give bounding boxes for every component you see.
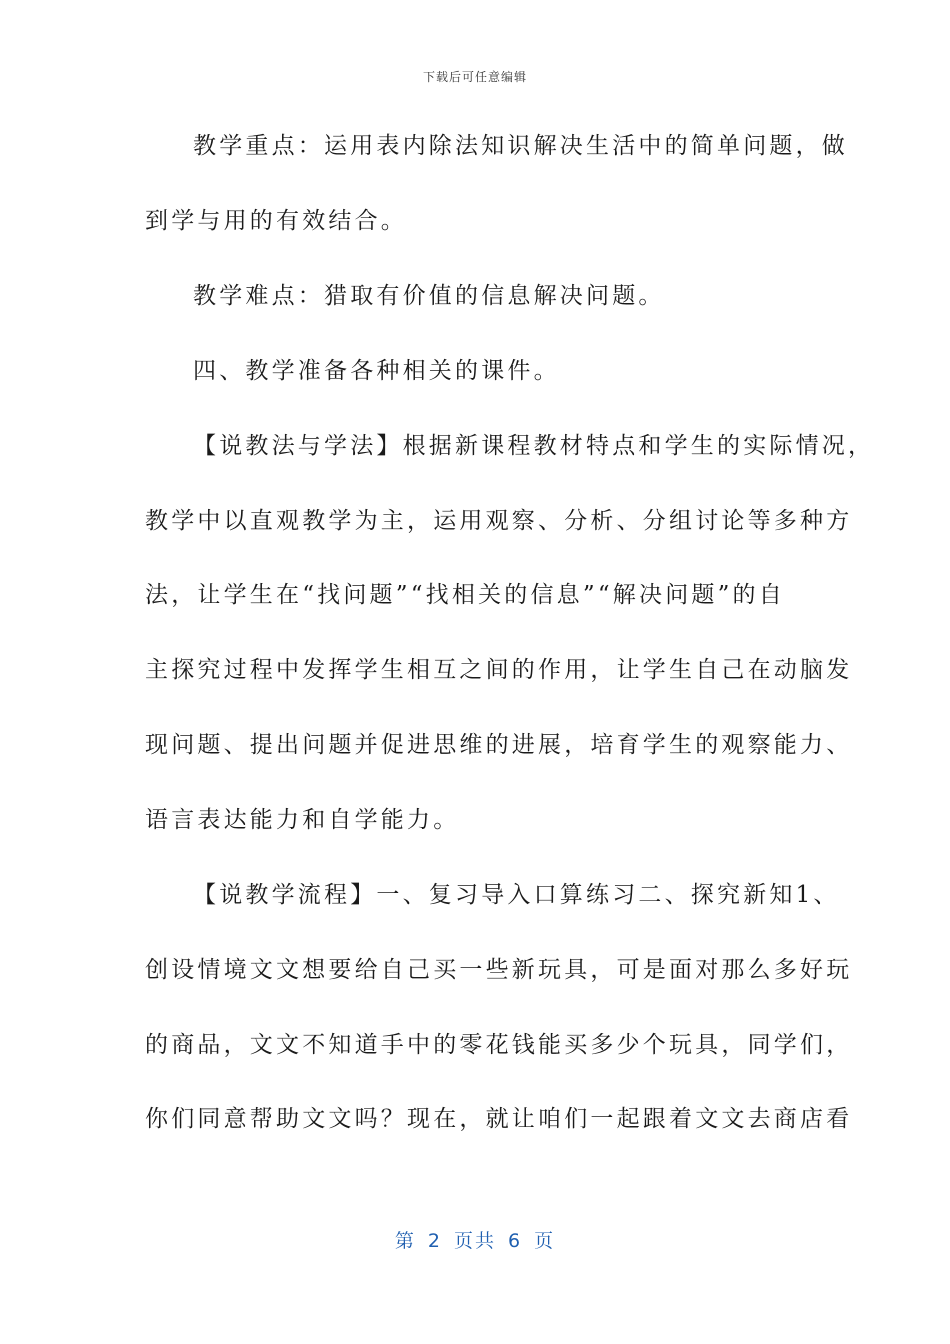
paragraph-line: 教学中以直观教学为主，运用观察、分析、分组讨论等多种方 [145,508,853,534]
paragraph-line: 的商品，文文不知道手中的零花钱能买多少个玩具，同学们， [145,1032,853,1058]
footer-middle: 页共 [453,1230,496,1252]
paragraph-line: 法，让学生在“找问题”“找相关的信息”“解决问题”的自 [145,582,785,608]
paragraph-line: 创设情境文文想要给自己买一些新玩具，可是面对那么多好玩 [145,957,853,983]
paragraph-line: 到学与用的有效结合。 [145,208,407,234]
paragraph-line: 教学重点：运用表内除法知识解决生活中的简单问题，做 [193,133,848,159]
paragraph-line: 教学难点：猎取有价值的信息解决问题。 [193,283,665,309]
page-footer [0,1226,950,1253]
footer-total-pages: 6 [508,1230,523,1252]
paragraph-line: 【说教学流程】一、复习导入口算练习二、探究新知1、 [193,882,840,908]
paragraph-line: 现问题、提出问题并促进思维的进展，培育学生的观察能力、 [145,732,853,758]
header-note: 下载后可任意编辑 [422,70,527,84]
paragraph-line: 【说教法与学法】根据新课程教材特点和学生的实际情况， [193,433,875,459]
paragraph-line: 四、教学准备各种相关的课件。 [193,358,560,384]
footer-current-page: 2 [427,1230,442,1252]
paragraph-line: 语言表达能力和自学能力。 [145,807,460,833]
footer-suffix: 页 [534,1230,556,1252]
footer-prefix: 第 [394,1230,416,1252]
paragraph-line: 你们同意帮助文文吗？现在，就让咱们一起跟着文文去商店看 [145,1106,853,1132]
paragraph-line: 主探究过程中发挥学生相互之间的作用，让学生自己在动脑发 [145,657,853,683]
